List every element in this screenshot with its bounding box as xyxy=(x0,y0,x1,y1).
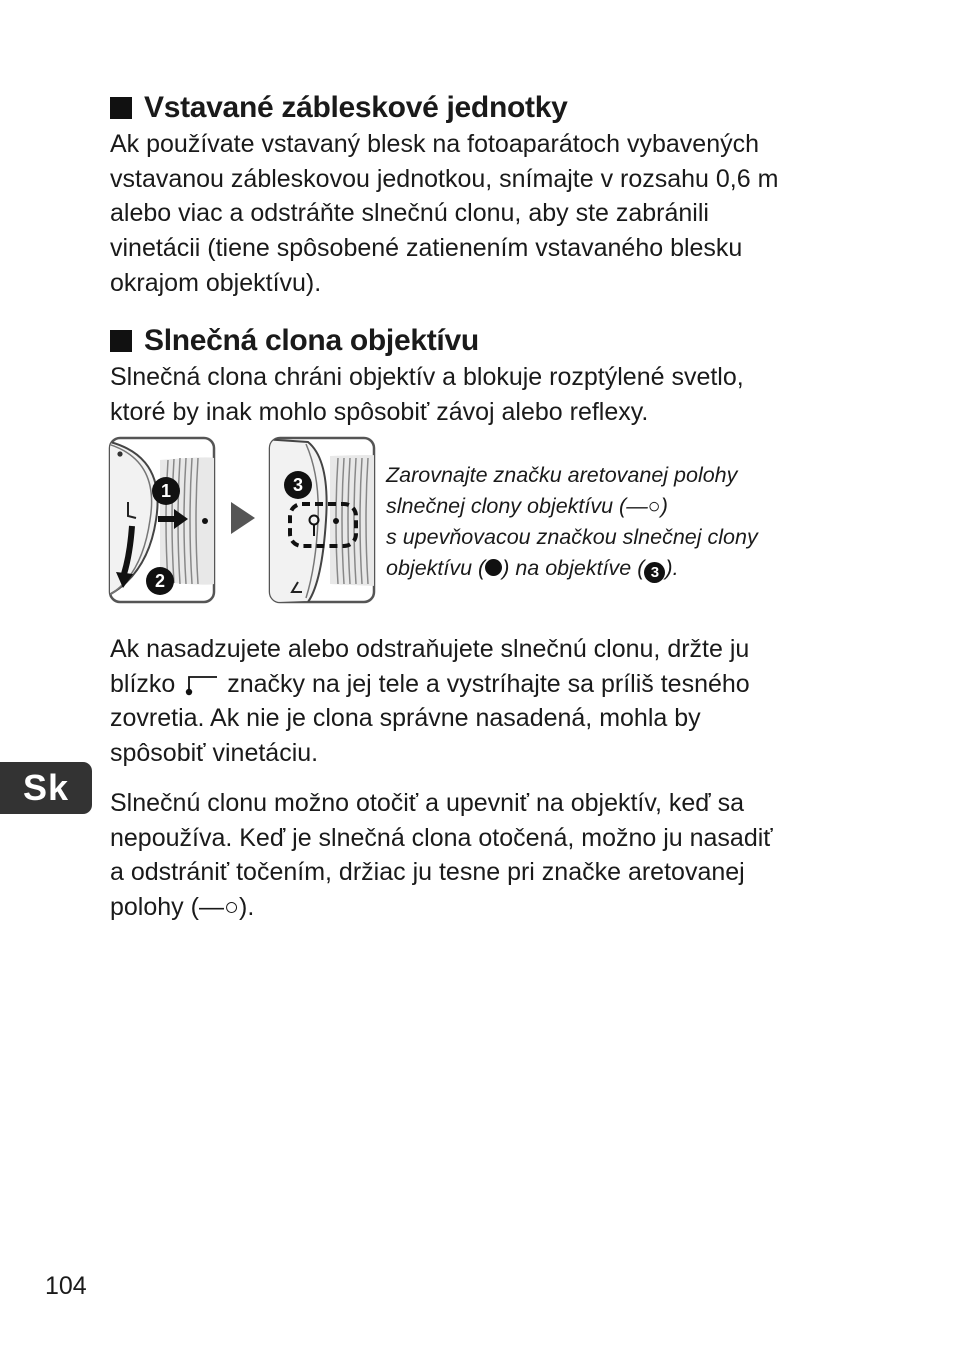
figure-caption xyxy=(386,460,826,584)
paragraph-line: Slnečná clona chráni objektív a blokuje rozptýlené svetlo, xyxy=(110,363,744,391)
paragraph-line: spôsobiť vinetáciu. xyxy=(110,739,319,768)
lens-hood-intro-paragraph xyxy=(110,360,850,429)
caption-text: ) xyxy=(660,494,668,518)
step-2-badge xyxy=(146,567,174,595)
built-in-flash-paragraph xyxy=(110,127,850,301)
hood-attach-illustration xyxy=(108,436,218,606)
lens-mount-dot-icon xyxy=(202,518,208,524)
heading-text: Vstavané zábleskové jednotky xyxy=(144,91,568,124)
caption-text: objektívu ( xyxy=(386,556,486,580)
hood-reverse-paragraph xyxy=(110,786,850,925)
step-3-label: 3 xyxy=(292,475,304,495)
caption-text: slnečnej clony objektívu ( xyxy=(386,494,627,518)
page-number: 104 xyxy=(45,1272,87,1300)
paragraph-text: blízko xyxy=(110,669,176,698)
paragraph-text: značky na jej tele a vystríhajte sa príliš tesného xyxy=(227,669,750,698)
paragraph-line: polohy (—○). xyxy=(110,893,255,922)
paragraph-line: okrajom objektívu). xyxy=(110,268,322,297)
paragraph-line: vinetácii (tiene spôsobené zatienením vstavaného blesku xyxy=(110,234,743,263)
step-2-label: 2 xyxy=(154,571,166,591)
heading-text: Slnečná clona objektívu xyxy=(144,324,479,357)
lens-mount-dot-icon xyxy=(333,518,339,524)
caption-line: Zarovnajte značku aretovanej polohy xyxy=(386,463,738,487)
step-3-badge xyxy=(284,471,312,499)
step-1-badge xyxy=(152,477,180,505)
next-step-triangle-icon xyxy=(228,500,258,536)
paragraph-line: nepoužíva. Keď je slnečná clona otočená, možno ju nasadiť xyxy=(110,823,773,852)
caption-text: ) na objektíve ( xyxy=(502,556,645,580)
hood-mark-symbol-icon xyxy=(184,674,218,696)
caption-text: ). xyxy=(665,556,679,580)
paragraph-line: zovretia. Ak nie je clona správne nasadená, mohla by xyxy=(110,704,701,733)
heading-square-icon xyxy=(110,97,132,119)
paragraph-line: Ak používate vstavaný blesk na fotoaparátoch vybavených xyxy=(110,130,759,158)
paragraph-line: vstavanou zábleskovou jednotkou, snímajte v rozsahu 0,6 m xyxy=(110,164,779,193)
section-heading-built-in-flash xyxy=(110,90,567,126)
step-1-label: 1 xyxy=(160,481,172,501)
paragraph-line: Slnečnú clonu možno otočiť a upevniť na objektív, keď sa xyxy=(110,789,745,817)
language-tab xyxy=(0,762,92,814)
mount-dot-icon xyxy=(485,559,502,576)
language-tab-label: Sk xyxy=(22,767,70,808)
hood-index-mark-icon xyxy=(117,451,122,456)
caption-line: s upevňovacou značkou slnečnej clony xyxy=(386,525,758,549)
paragraph-line: alebo viac a odstráňte slnečnú clonu, aby ste zabránili xyxy=(110,199,709,228)
hood-alignment-illustration xyxy=(268,436,378,606)
step-3-inline-badge: 3 xyxy=(644,562,665,583)
paragraph-line: ktoré by inak mohlo spôsobiť závoj alebo reflexy. xyxy=(110,397,649,426)
section-heading-lens-hood xyxy=(110,323,479,359)
hood-handling-paragraph xyxy=(110,632,850,771)
heading-square-icon xyxy=(110,330,132,352)
paragraph-line: Ak nasadzujete alebo odstraňujete slnečnú clonu, držte ju xyxy=(110,635,750,663)
paragraph-line: a odstrániť točením, držiac ju tesne pri značke aretovanej xyxy=(110,858,745,887)
lock-position-symbol: —○ xyxy=(626,494,661,518)
